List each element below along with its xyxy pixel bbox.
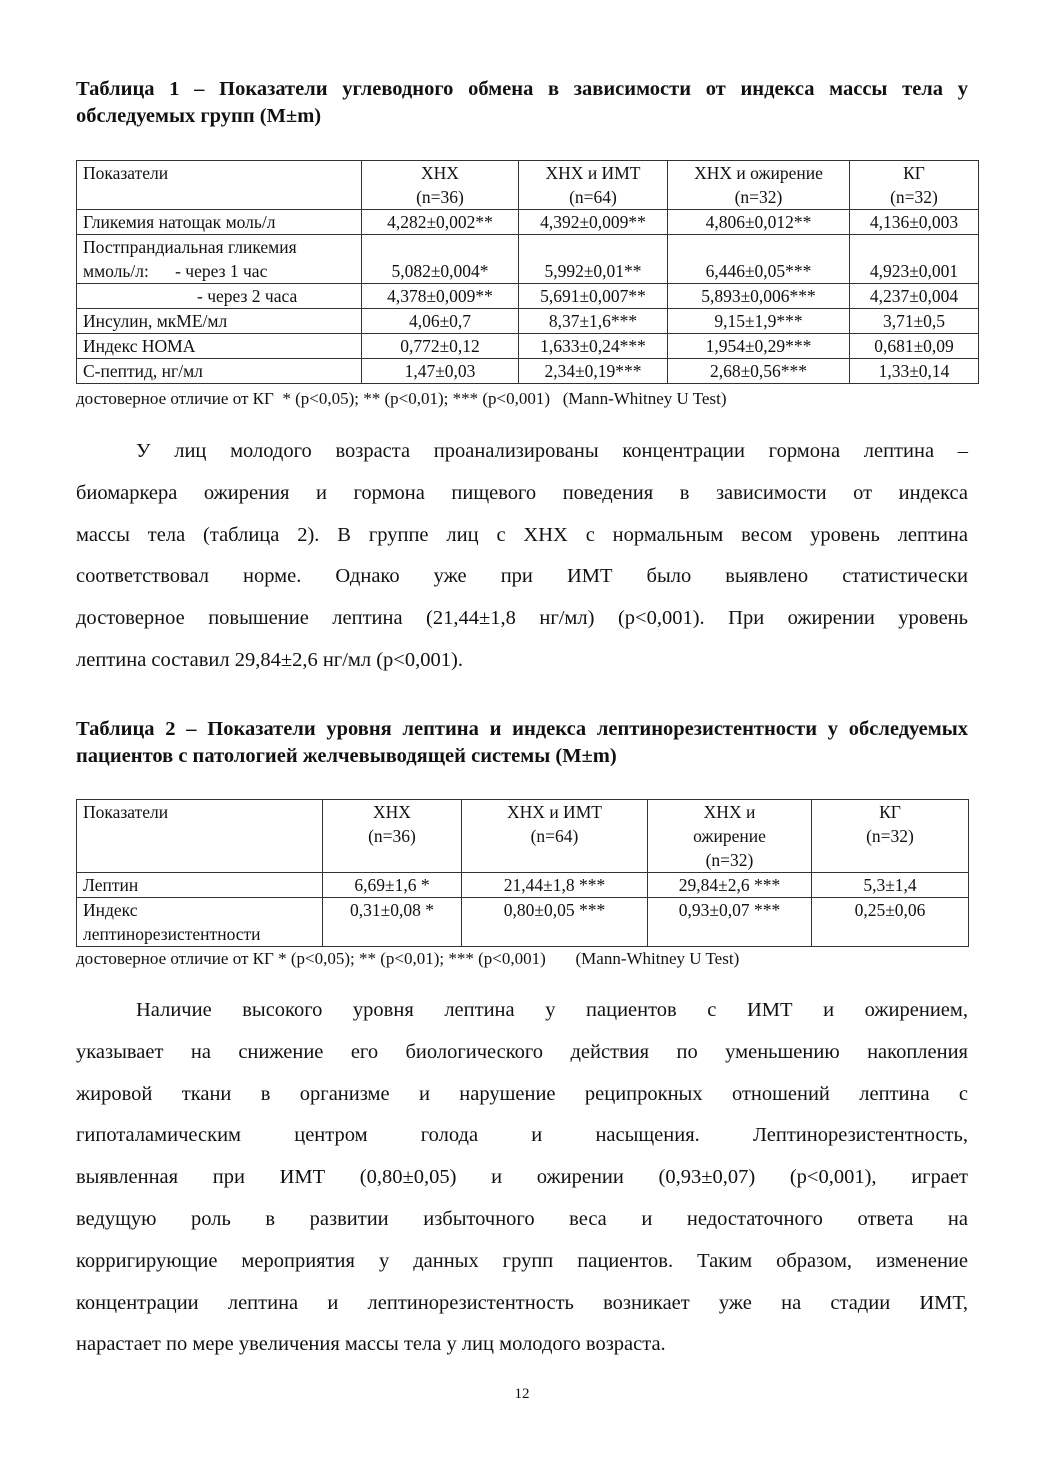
row-label: Инсулин, мкМЕ/мл — [77, 309, 362, 334]
cell: 1,47±0,03 — [362, 359, 519, 384]
cell: 4,806±0,012** — [668, 210, 850, 235]
cell: 1,633±0,24*** — [519, 334, 668, 359]
table-row — [77, 309, 979, 334]
table1-header-xnx: ХНХ (n=36) — [362, 161, 519, 210]
cell: 8,37±1,6*** — [519, 309, 668, 334]
cell: 4,06±0,7 — [362, 309, 519, 334]
table2-caption: Таблица 2 – Показатели уровня лептина и индекса лептинорезистентности у обследуемых пациентов с патологией желчевыводящей системы (M±m) — [76, 718, 968, 767]
cell: 0,31±0,08 * — [323, 898, 462, 947]
text-line: массы тела (таблица 2). В группе лиц с ХНХ с нормальным весом уровень лептина — [76, 523, 968, 546]
cell: 5,992±0,01** — [519, 235, 668, 284]
text-line: гипоталамическим центром голода и насыщения. Лептинорезистентность, — [76, 1124, 968, 1147]
table1-note: достоверное отличие от КГ * (p<0,05); ** (p<0,01); *** (p<0,001) (Mann-Whitney U Test) — [76, 389, 727, 408]
cell: 5,3±1,4 — [812, 873, 969, 898]
table-row — [77, 873, 969, 898]
cell: 5,082±0,004* — [362, 235, 519, 284]
cell: 29,84±2,6 *** — [648, 873, 812, 898]
table1-header-xnx-obesity: ХНХ и ожирение (n=32) — [668, 161, 850, 210]
text-line: У лиц молодого возраста проанализированы концентрации гормона лептина – — [136, 440, 968, 462]
cell: 3,71±0,5 — [850, 309, 979, 334]
text-line: указывает на снижение его биологического действия по уменьшению накопления — [76, 1040, 968, 1063]
text-line: нарастает по мере увеличения массы тела у лиц молодого возраста. — [76, 1333, 666, 1356]
row-label: Индекс лептинорезистентности — [77, 898, 323, 947]
table2 — [76, 799, 969, 947]
table2-header-row — [77, 800, 969, 873]
cell: 1,954±0,29*** — [668, 334, 850, 359]
table-row — [77, 235, 979, 284]
table2-header-xnx: ХНХ (n=36) — [323, 800, 462, 873]
table-row — [77, 898, 969, 947]
row-label: Лептин — [77, 873, 323, 898]
text-line: Наличие высокого уровня лептина у пациентов с ИМТ и ожирением, — [136, 999, 968, 1021]
cell: 5,691±0,007** — [519, 284, 668, 309]
cell: 5,893±0,006*** — [668, 284, 850, 309]
cell: 2,34±0,19*** — [519, 359, 668, 384]
table-row — [77, 359, 979, 384]
text-line: корригирующие мероприятия у данных групп пациентов. Таким образом, изменение — [76, 1249, 968, 1272]
table1-header-indicators: Показатели — [77, 161, 362, 210]
table2-header-xnx-imt: ХНХ и ИМТ (n=64) — [462, 800, 648, 873]
table1-caption: Таблица 1 – Показатели углеводного обмена в зависимости от индекса массы тела у обследуемых групп (M±m) — [76, 78, 968, 127]
row-label: - через 2 часа — [77, 284, 362, 309]
text-line: концентрации лептина и лептинорезистентность возникает уже на стадии ИМТ, — [76, 1291, 968, 1314]
page-number: 12 — [514, 1386, 530, 1402]
text-line: достоверное повышение лептина (21,44±1,8 нг/мл) (p<0,001). При ожирении уровень — [76, 607, 968, 630]
table1-header-kg: КГ (n=32) — [850, 161, 979, 210]
cell: 0,25±0,06 — [812, 898, 969, 947]
row-label: С-пептид, нг/мл — [77, 359, 362, 384]
text-line: соответствовал норме. Однако уже при ИМТ было выявлено статистически — [76, 565, 968, 588]
text-line: жировой ткани в организме и нарушение реципрокных отношений лептина с — [76, 1082, 968, 1105]
table2-note: достоверное отличие от КГ * (p<0,05); ** (p<0,01); *** (p<0,001) (Mann-Whitney U Test) — [76, 949, 740, 968]
cell: 21,44±1,8 *** — [462, 873, 648, 898]
table-row — [77, 284, 979, 309]
cell: 0,681±0,09 — [850, 334, 979, 359]
table1-header-row — [77, 161, 979, 210]
cell: 0,93±0,07 *** — [648, 898, 812, 947]
cell: 4,237±0,004 — [850, 284, 979, 309]
cell: 9,15±1,9*** — [668, 309, 850, 334]
table2-header-kg: КГ (n=32) — [812, 800, 969, 873]
row-label: Индекс HOMA — [77, 334, 362, 359]
table-row — [77, 334, 979, 359]
table-row — [77, 210, 979, 235]
cell: 6,446±0,05*** — [668, 235, 850, 284]
text-line: ведущую роль в развитии избыточного веса и недостаточного ответа на — [76, 1207, 968, 1230]
table2-header-xnx-obesity: ХНХ и ожирение (n=32) — [648, 800, 812, 873]
table2-header-indicators: Показатели — [77, 800, 323, 873]
paragraph-2 — [76, 990, 968, 1366]
cell: 0,80±0,05 *** — [462, 898, 648, 947]
text-line: биомаркера ожирения и гормона пищевого поведения в зависимости от индекса — [76, 481, 968, 504]
cell: 0,772±0,12 — [362, 334, 519, 359]
cell: 4,923±0,001 — [850, 235, 979, 284]
paragraph-1 — [76, 431, 968, 682]
table1-header-xnx-imt: ХНХ и ИМТ (n=64) — [519, 161, 668, 210]
text-line: выявленная при ИМТ (0,80±0,05) и ожирении (0,93±0,07) (p<0,001), играет — [76, 1166, 968, 1189]
row-label: Постпрандиальная гликемия ммоль/л: - через 1 час — [77, 235, 362, 284]
row-label: Гликемия натощак моль/л — [77, 210, 362, 235]
cell: 6,69±1,6 * — [323, 873, 462, 898]
cell: 4,136±0,003 — [850, 210, 979, 235]
cell: 1,33±0,14 — [850, 359, 979, 384]
cell: 4,282±0,002** — [362, 210, 519, 235]
cell: 4,378±0,009** — [362, 284, 519, 309]
table1 — [76, 160, 979, 384]
cell: 2,68±0,56*** — [668, 359, 850, 384]
text-line: лептина составил 29,84±2,6 нг/мл (p<0,001). — [76, 648, 463, 671]
cell: 4,392±0,009** — [519, 210, 668, 235]
